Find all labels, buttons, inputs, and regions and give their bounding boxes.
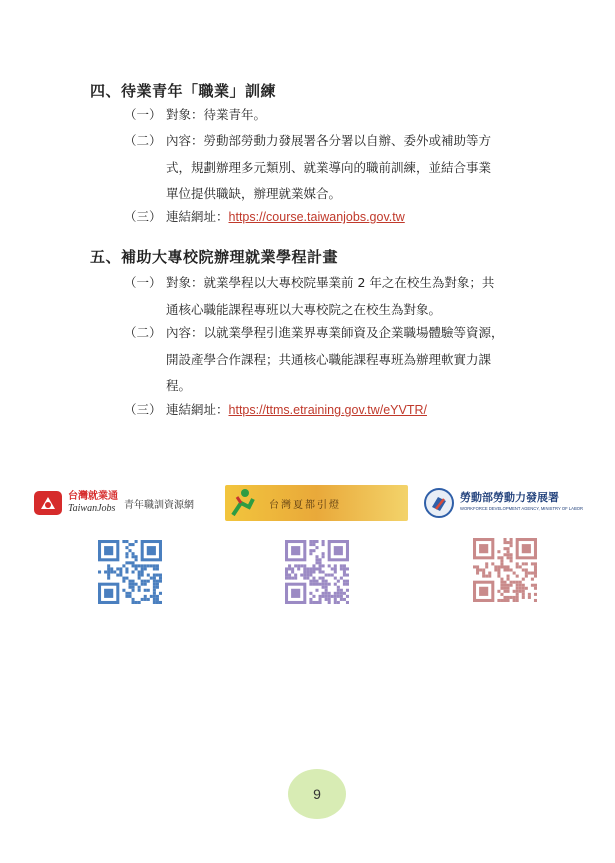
section-5-title: 五、補助大專校院辦理就業學程計畫 bbox=[90, 248, 339, 266]
item-text-line: 式，規劃辦理多元類別、就業導向的職前訓練，並結合事業 bbox=[166, 159, 492, 175]
taiwanjobs-mark-icon bbox=[32, 489, 64, 517]
item-number: （一） bbox=[124, 107, 162, 122]
page-number-text: 9 bbox=[313, 786, 321, 802]
summer-banner-text: 台灣夏都引燈 bbox=[269, 499, 341, 511]
item-text-line: 開設產學合作課程；共通核心職能課程專班為辦理軟實力課 bbox=[166, 351, 492, 367]
taiwanjobs-sub: 青年職訓資源網 bbox=[124, 499, 194, 511]
item-number: （二） bbox=[124, 325, 162, 340]
taiwanjobs-qr-code[interactable] bbox=[98, 540, 162, 604]
item-text-line: 通核心職能課程專班以大專校院之在校生為對象。 bbox=[166, 301, 442, 317]
item-number: （三） bbox=[124, 402, 162, 417]
taiwanjobs-logo[interactable] bbox=[32, 484, 212, 522]
wda-emblem-icon bbox=[422, 487, 456, 519]
item-text-line: 程。 bbox=[166, 378, 192, 393]
runner-icon bbox=[225, 487, 259, 519]
item-text: 對象：待業青年。 bbox=[166, 107, 267, 122]
summer-qr-code[interactable] bbox=[285, 540, 349, 604]
taiwanjobs-cn: 台灣就業通 bbox=[68, 491, 118, 502]
section-4-item-3 bbox=[124, 204, 564, 231]
summer-banner-logo[interactable] bbox=[225, 485, 408, 521]
page-number bbox=[288, 769, 346, 819]
item-text-line: 內容：以就業學程引進業界專業師資及企業職場體驗等資源， bbox=[166, 325, 504, 340]
wda-en: WORKFORCE DEVELOPMENT AGENCY, MINISTRY OF LABOR bbox=[460, 506, 584, 511]
course-link[interactable]: https://course.taiwanjobs.gov.tw bbox=[228, 210, 405, 224]
taiwanjobs-en: TaiwanJobs bbox=[68, 503, 116, 514]
section-4-title: 四、待業青年「職業」訓練 bbox=[90, 82, 277, 100]
section-4-item-1 bbox=[124, 102, 564, 129]
item-number: （三） bbox=[124, 209, 162, 224]
wda-logo[interactable] bbox=[422, 484, 587, 522]
item-text-line: 單位提供職缺，辦理就業媒合。 bbox=[166, 186, 342, 201]
section-5-item-3 bbox=[124, 397, 564, 424]
item-number: （一） bbox=[124, 275, 162, 290]
section-4-item-2 bbox=[124, 128, 564, 208]
section-5-item-1 bbox=[124, 270, 564, 323]
wda-qr-code[interactable] bbox=[473, 538, 537, 602]
section-5-item-2 bbox=[124, 320, 564, 400]
ttms-link[interactable]: https://ttms.etraining.gov.tw/eYVTR/ bbox=[228, 403, 427, 417]
wda-cn: 勞動部勞動力發展署 bbox=[460, 491, 559, 504]
item-number: （二） bbox=[124, 133, 162, 148]
item-text-line: 內容：勞動部勞動力發展署各分署以自辦、委外或補助等方 bbox=[166, 133, 492, 148]
item-text-line: 對象：就業學程以大專校院畢業前 2 年之在校生為對象；共 bbox=[166, 275, 495, 290]
link-label: 連結網址： bbox=[166, 402, 229, 417]
link-label: 連結網址： bbox=[166, 209, 229, 224]
